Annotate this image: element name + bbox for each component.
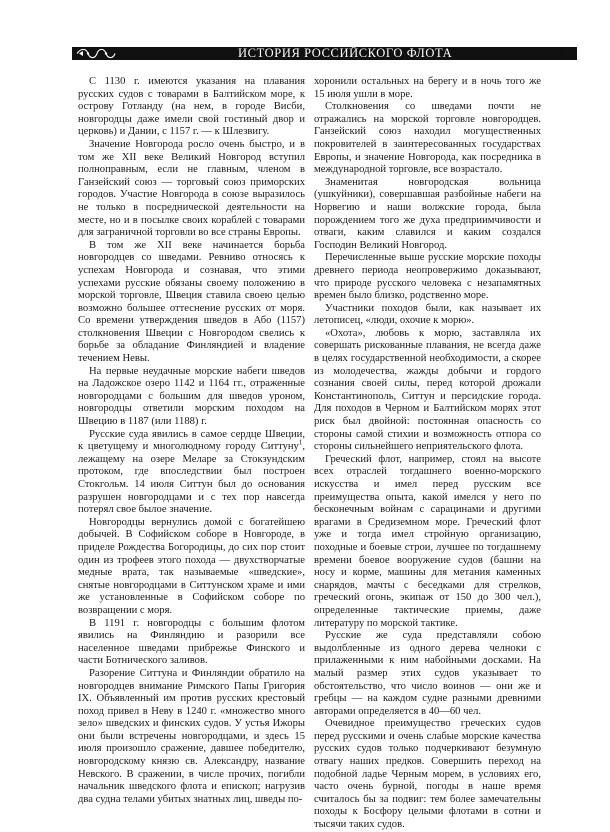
left-column xyxy=(78,76,305,806)
paragraph: С 1130 г. имеются указания на плавания русских судов с товарами в Балтийском море, к острову Готланду (на нем, в городе Висби, новгородцы даже имели свой гостиный двор и церковь) и Дании, с 1157 г. — к Шлезвигу. xyxy=(78,76,305,138)
paragraph: Греческий флот, например, стоял на высоте всех отраслей тогдашнего военно-морского искусства и имел перед русским все преимущества опыта, какой имелся у него по бесконечным войнам с сарацинами и другими врагами в Средиземном море. Греческий флот уже и тогда имел стройную организацию, походные и боевые строи, лучшее по тогдашнему времени боевое вооружение судов (башни на носу и корме, машины для метания каменных снарядов, мачты с беседками для стрелков, греческий огонь, экипаж от 150 до 300 чел.), определенные тактические приемы, даже литературу по морской тактике. xyxy=(314,453,541,629)
running-header xyxy=(0,0,610,64)
paragraph: Перечисленные выше русские морские походы древнего периода неопровержимо доказывают, что природе русского человека с незапамятных времен было близко, родственно море. xyxy=(314,252,541,302)
paragraph: В том же XII веке начинается борьба новгородцев со шведами. Ревниво относясь к успехам Новгорода и сознавая, что этими успехами русские обязаны своему положению в морской торговле, Швеция ставила своею целью возможно большее оттеснение русских от моря. Со времени утверждения шведов в Або (1157) столкновения Швеции с Новгородом свелись к борьбе за обладание Финляндией и владение течением Невы. xyxy=(78,239,305,365)
paragraph: На первые неудачные морские набеги шведов на Ладожское озеро 1142 и 1164 гг., отраженные новгородцами с большим для шведов уроном, новгородцы ответили морским походом на Швецию в 1187 (или 1188) г. xyxy=(78,365,305,428)
page-number: 10 xyxy=(554,46,566,60)
paragraph: Очевидное преимущество греческих судов перед русскими и очень слабые морские качества русских судов только подчеркивают безумную отвагу наших предков. Совершить переход на подобной ладье Черным морем, в условиях его, часто очень бурной, погоды в наше время считалось бы за подвиг: тем более замечательны походы к Босфору целыми флотами в сотни и тысячи таких судов. xyxy=(314,718,541,831)
paragraph-text: Русские суда явились в самое сердце Швеции, к цветущему и многолюдному городу Ситтуну xyxy=(78,428,305,453)
decorative-scroll-ornament-icon xyxy=(74,45,118,63)
header-title: ИСТОРИЯ РОССИЙСКОГО ФЛОТА xyxy=(238,46,453,60)
paragraph: Русские же суда представляли собою выдолбленные из одного дерева челноки с прилаженными к ним набойными досками. На малый размер этих судов указывает то обстоятельство, что число воинов — они же и гребцы — на каждом судне разными древними авторами определяется в 40—60 чел. xyxy=(314,630,541,717)
footnote-marker[interactable]: 1 xyxy=(298,438,303,447)
paragraph: Значение Новгорода росло очень быстро, и в том же XII веке Великий Новгород вступил полноправным, если не главным, членом в Ганзейский союз — торговый союз приморских городов. Участие Новгорода в союзе выразилось не только в посреднической деятельности на месте, но и в посылке своих кораблей с товарами для заграничной торговли во все страны Европы. xyxy=(78,138,305,239)
paragraph: Новгородцы вернулись домой с богатейшею добычей. В Софийском соборе в Новгороде, в приделе Рождества Богородицы, до сих пор стоит один из трофеев этого похода — двухстворчатые медные врата, так называемые «шведские», снятые новгородцами в Ситтунском храме и ими же установленные в Софийском соборе по возвращении с моря. xyxy=(78,516,305,616)
paragraph: «Охота», любовь к морю, заставляла их совершать рискованные плавания, не всегда даже в целях государственной необходимости, а скорее из молодечества, жажды добычи и гордого сознания своей силы, перед которой дрожали Константинополь, Ситтун и персидские города. Для походов в Черном и Балтийском морях этот риск был двойной: постоянная опасность со стороны самой стихии и возможность отпора со стороны сильнейшего неприятельского флота. xyxy=(314,327,541,453)
paragraph-text: лежащему на озере Меларе за Стокзундским протоком, где впоследствии был построен Стокгольм. 14 июля Ситтун был до основания разрушен новгородцами и с тех пор навсегда потерял свое былое значение. xyxy=(78,453,305,516)
paragraph: Участники походов были, как называет их летописец, «люди, охочие к морю». xyxy=(314,302,541,327)
right-column xyxy=(314,76,541,832)
paragraph: Разорение Ситтуна и Финляндии обратило на новгородцев внимание Римского Папы Григория IX. Объявленный им против русских крестовый поход привел в Неву в 1240 г. «множество много зело» шведских и финских судов. У устья Ижоры они были встречены новгородцами, и здесь 15 июля произошло сражение, давшее победителю, новгородскому князю св. Александру, название Невского. В сражении, в числе прочих, погибли начальник шведского флота и епископ; нагрузив два судна телами убитых знатных лиц, шведы по- xyxy=(78,667,305,805)
paragraph: Знаменитая новгородская вольница (ушкуйники), совершавшая разбойные набеги на Норвегию и наши волжские города, была порождением того же духа предприимчивости и отваги, каким славился и каким создался Господин Великий Новгород. xyxy=(314,176,541,251)
paragraph: В 1191 г. новгородцы с большим флотом явились на Финляндию и разорили все населенное шведами прибрежье Финского и части Ботнического заливов. xyxy=(78,617,305,667)
paragraph-continuation: хоронили остальных на берегу и в ночь того же 15 июля ушли в море. xyxy=(314,76,541,100)
paragraph: Столкновения со шведами почти не отражались на морской торговле новгородцев. Ганзейский союз находил могущественных покровителей в заинтересованных государствах Европы, и значение Новгорода, как посредника в международной торговле, все возрастало. xyxy=(314,101,541,176)
paragraph-with-footnote: Русские суда явились в самое сердце Швеции, к цветущему и многолюдному городу Ситтуну$^1$, лежащему на озере Меларе за Стокзундским протоком, где впоследствии был построен Стокгольм. 14 июля Ситтун был до основания разрушен новгородцами и с тех пор навсегда потерял свое былое значение. xyxy=(78,428,305,516)
